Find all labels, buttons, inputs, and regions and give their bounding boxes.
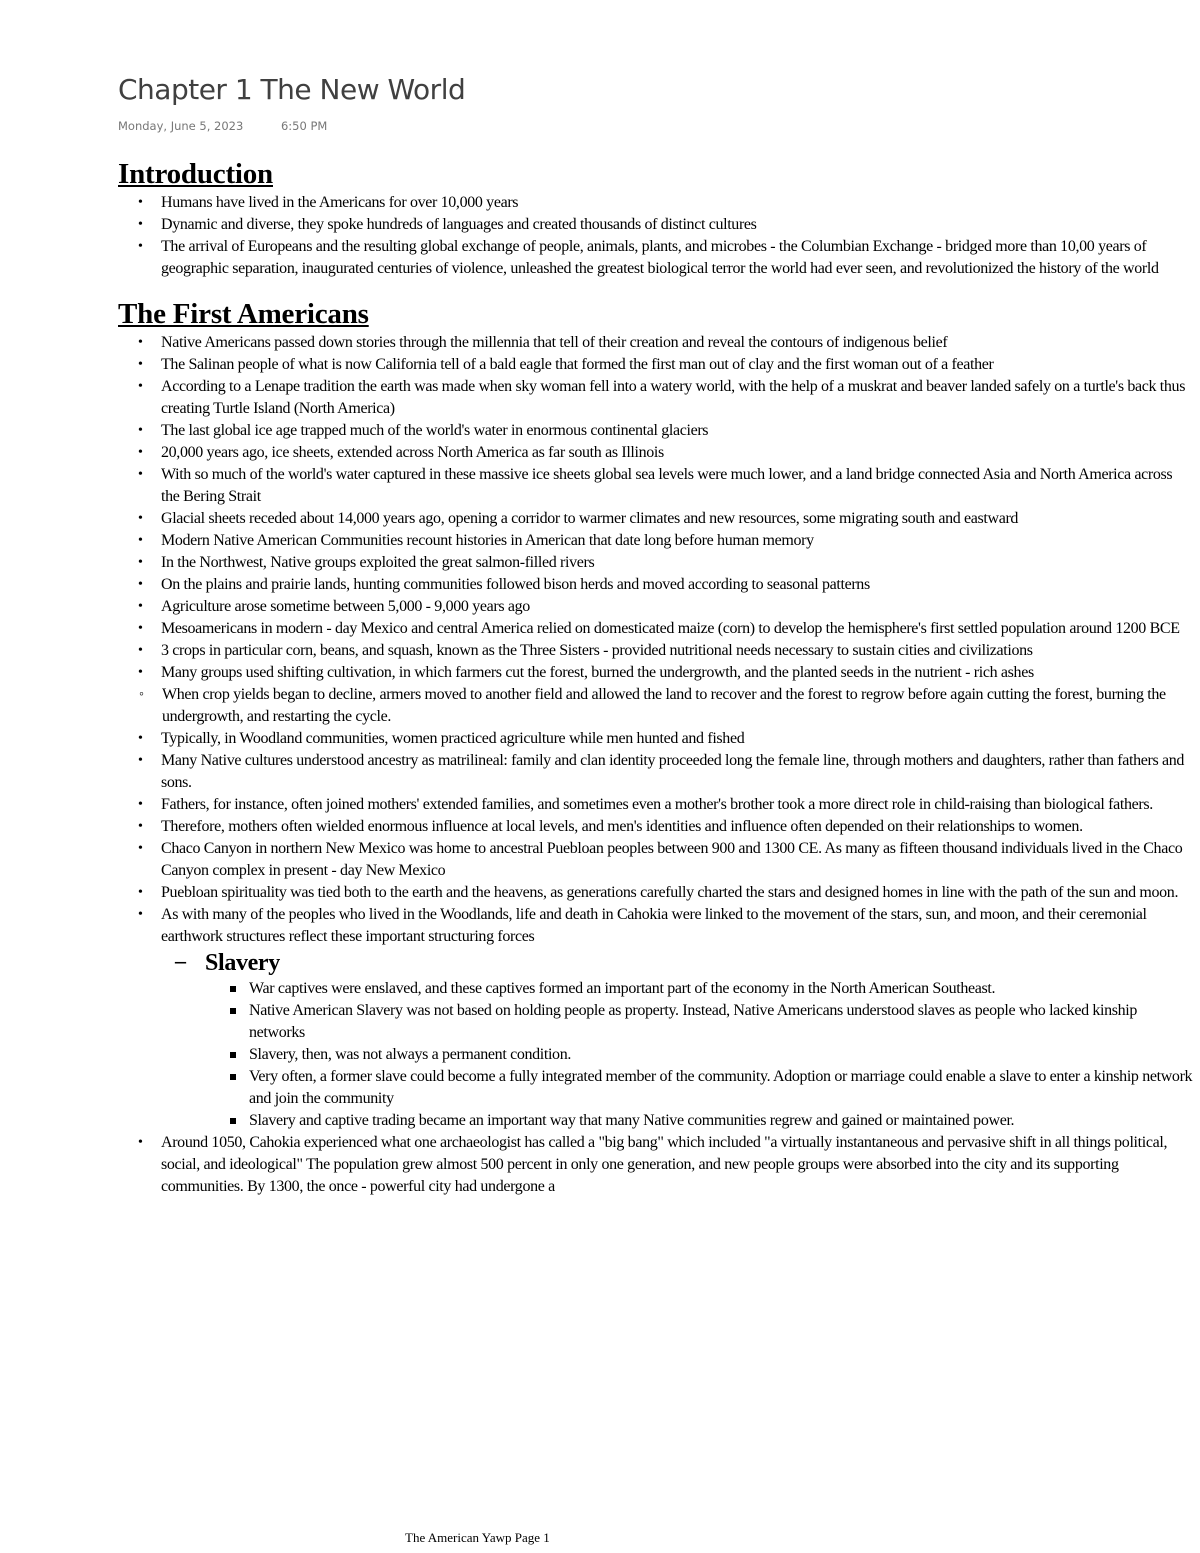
list-item: • 3 crops in particular corn, beans, and squash, known as the Three Sisters - provided nutritional needs necessary to sustain cities and civilizations — [118, 640, 1193, 662]
list-item: • Dynamic and diverse, they spoke hundreds of languages and created thousands of distinct cultures — [118, 214, 1193, 236]
first-americans-list — [118, 332, 1193, 1198]
page-time: 6:50 PM — [280, 119, 328, 133]
sub-heading-slavery: Slavery — [205, 950, 280, 976]
list-item: • On the plains and prairie lands, hunting communities followed bison herds and moved according to seasonal patterns — [118, 574, 1193, 596]
nested-list-item: ◦ When crop yields began to decline, armers moved to another field and allowed the land to recover and the forest to regrow before again cutting the forest, burning the undergrowth, and restarting the cycle. — [75, 684, 1193, 728]
page-date: Monday, June 5, 2023 — [118, 119, 244, 133]
list-item: • Chaco Canyon in northern New Mexico was home to ancestral Puebloan peoples between 900 and 1300 CE. As many as fifteen thousand individuals lived in the Chaco Canyon complex in present - day New Mexico — [118, 838, 1193, 882]
slavery-list — [161, 978, 1193, 1132]
page-meta — [118, 118, 327, 134]
list-item: • Humans have lived in the Americans for over 10,000 years — [118, 192, 1193, 214]
slavery-list-item: Very often, a former slave could become a fully integrated member of the community. Adoption or marriage could enable a slave to enter a kinship network and join the community — [118, 1066, 1193, 1110]
page-title: Chapter 1 The New World — [118, 73, 466, 106]
nested-list — [118, 684, 1193, 728]
list-item: • The Salinan people of what is now California tell of a bald eagle that formed the first man out of clay and the first woman out of a feather — [118, 354, 1193, 376]
list-item: • Many Native cultures understood ancestry as matrilineal: family and clan identity proceeded long the female line, through mothers and daughters, rather than fathers and sons. — [118, 750, 1193, 794]
list-item: • 20,000 years ago, ice sheets, extended across North America as far south as Illinois — [118, 442, 1193, 464]
list-item: • With so much of the world's water captured in these massive ice sheets global sea levels were much lower, and a land bridge connected Asia and North America across the Bering Strait — [118, 464, 1193, 508]
list-item: • Therefore, mothers often wielded enormous influence at local levels, and men's identities and influence often depended on their relationships to women. — [118, 816, 1193, 838]
intro-list — [118, 192, 1193, 280]
nested-list-container — [118, 684, 1193, 728]
list-item: • According to a Lenape tradition the earth was made when sky woman fell into a watery world, with the help of a muskrat and beaver landed safely on a turtle's back thus creating Turtle Island (North America) — [118, 376, 1193, 420]
list-item: • Around 1050, Cahokia experienced what one archaeologist has called a "big bang" which included "a virtually instantaneous and pervasive shift in all things political, social, and ideological" The population grew almost 500 percent in only one generation, and new people groups were absorbed into the city and its supporting communities. By 1300, the once - powerful city had undergone a — [118, 1132, 1193, 1198]
list-item: • Agriculture arose sometime between 5,000 - 9,000 years ago — [118, 596, 1193, 618]
section-heading-first-americans: The First Americans — [118, 298, 369, 330]
slavery-list-item: Native American Slavery was not based on holding people as property. Instead, Native Americans understood slaves as people who lacked kinship networks — [118, 1000, 1193, 1044]
slavery-subsection — [118, 948, 1193, 1132]
list-item: • Native Americans passed down stories through the millennia that tell of their creation and reveal the contours of indigenous belief — [118, 332, 1193, 354]
list-item: • In the Northwest, Native groups exploited the great salmon-filled rivers — [118, 552, 1193, 574]
section-heading-introduction: Introduction — [118, 158, 273, 190]
list-item: • Glacial sheets receded about 14,000 years ago, opening a corridor to warmer climates and new resources, some migrating south and eastward — [118, 508, 1193, 530]
page-footer: The American Yawp Page 1 — [405, 1530, 550, 1545]
list-item: • The last global ice age trapped much of the world's water in enormous continental glaciers — [118, 420, 1193, 442]
slavery-list-item: Slavery and captive trading became an important way that many Native communities regrew and gained or maintained power. — [118, 1110, 1193, 1132]
list-item: • As with many of the peoples who lived in the Woodlands, life and death in Cahokia were linked to the movement of the stars, sun, and moon, and their ceremonial earthwork structures reflect these important structuring forces — [118, 904, 1193, 948]
slavery-list-item: Slavery, then, was not always a permanent condition. — [118, 1044, 1193, 1066]
slavery-list-item: War captives were enslaved, and these captives formed an important part of the economy in the North American Southeast. — [118, 978, 1193, 1000]
dash-bullet: – — [175, 948, 186, 973]
list-item: • Puebloan spirituality was tied both to the earth and the heavens, as generations carefully charted the stars and designed homes in line with the path of the sun and moon. — [118, 882, 1193, 904]
list-item: • Many groups used shifting cultivation, in which farmers cut the forest, burned the undergrowth, and the planted seeds in the nutrient - rich ashes — [118, 662, 1193, 684]
list-item: • Mesoamericans in modern - day Mexico and central America relied on domesticated maize (corn) to develop the hemisphere's first settled population around 1200 BCE — [118, 618, 1193, 640]
list-item: • Typically, in Woodland communities, women practiced agriculture while men hunted and fished — [118, 728, 1193, 750]
list-item: • The arrival of Europeans and the resulting global exchange of people, animals, plants, and microbes - the Columbian Exchange - bridged more than 10,00 years of geographic separation, inaugurated centuries of violence, unleashed the greatest biological terror the world had ever seen, and revolutionized the history of the world — [118, 236, 1193, 280]
list-item: • Fathers, for instance, often joined mothers' extended families, and sometimes even a mother's brother took a more direct role in child-raising than biological fathers. — [118, 794, 1193, 816]
list-item: • Modern Native American Communities recount histories in American that date long before human memory — [118, 530, 1193, 552]
note-content — [118, 156, 1193, 1198]
slavery-heading-row — [118, 948, 1193, 978]
